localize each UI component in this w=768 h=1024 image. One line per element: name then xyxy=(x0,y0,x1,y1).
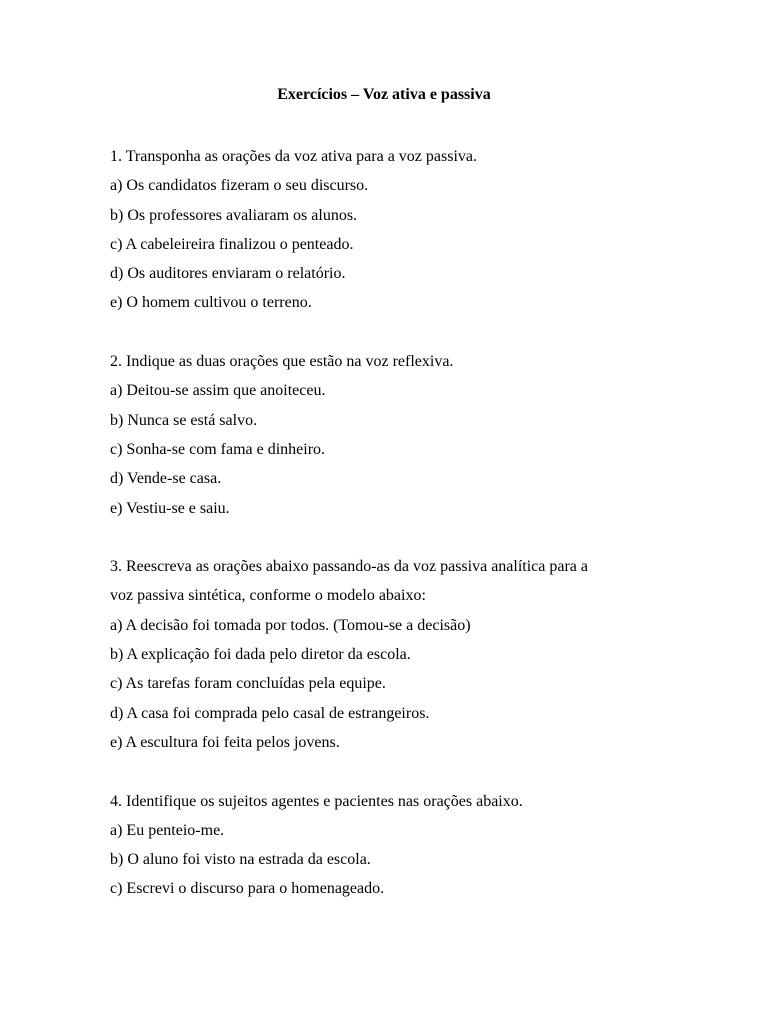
question-4-item-a: a) Eu penteio-me. xyxy=(110,821,225,839)
question-3-prompt-line-2: voz passiva sintética, conforme o modelo abaixo: xyxy=(110,587,426,605)
question-2-prompt: 2. Indique as duas orações que estão na voz reflexiva. xyxy=(110,353,454,371)
question-1-prompt: 1. Transponha as orações da voz ativa para a voz passiva. xyxy=(110,148,477,165)
question-2-item-a: a) Deitou-se assim que anoiteceu. xyxy=(110,382,326,400)
question-3-item-d: d) A casa foi comprada pelo casal de estrangeiros. xyxy=(110,704,430,722)
question-4-item-c: c) Escrevi o discurso para o homenageado. xyxy=(110,880,385,898)
question-1-item-c: c) A cabeleireira finalizou o penteado. xyxy=(110,235,354,253)
question-2-item-c: c) Sonha-se com fama e dinheiro. xyxy=(110,440,326,458)
document-body xyxy=(110,146,690,908)
paragraph-gap xyxy=(110,761,690,790)
question-1-item-d: d) Os auditores enviaram o relatório. xyxy=(110,265,346,283)
question-2-item-b: b) Nunca se está salvo. xyxy=(110,411,258,429)
question-3-item-a: a) A decisão foi tomada por todos. (Tomou-se a decisão) xyxy=(110,616,471,634)
question-2-item-d: d) Vende-se casa. xyxy=(110,470,222,488)
question-3-prompt-line-1: 3. Reescreva as orações abaixo passando-as da voz passiva analítica para a xyxy=(110,558,589,576)
paragraph-gap xyxy=(110,322,690,351)
question-1-item-e: e) O homem cultivou o terreno. xyxy=(110,294,312,312)
document-title: Exercícios – Voz ativa e passiva xyxy=(277,86,491,103)
paragraph-gap xyxy=(110,527,690,556)
question-4-prompt: 4. Identifique os sujeitos agentes e pacientes nas orações abaixo. xyxy=(110,792,523,810)
question-3-item-c: c) As tarefas foram concluídas pela equipe. xyxy=(110,675,386,693)
question-3-item-e: e) A escultura foi feita pelos jovens. xyxy=(110,733,340,751)
question-4-item-b: b) O aluno foi visto na estrada da escola. xyxy=(110,851,371,869)
question-1-item-a: a) Os candidatos fizeram o seu discurso. xyxy=(110,177,369,195)
question-1-item-b: b) Os professores avaliaram os alunos. xyxy=(110,206,358,224)
question-2-item-e: e) Vestiu-se e saiu. xyxy=(110,499,230,517)
question-3-item-b: b) A explicação foi dada pelo diretor da escola. xyxy=(110,646,411,664)
